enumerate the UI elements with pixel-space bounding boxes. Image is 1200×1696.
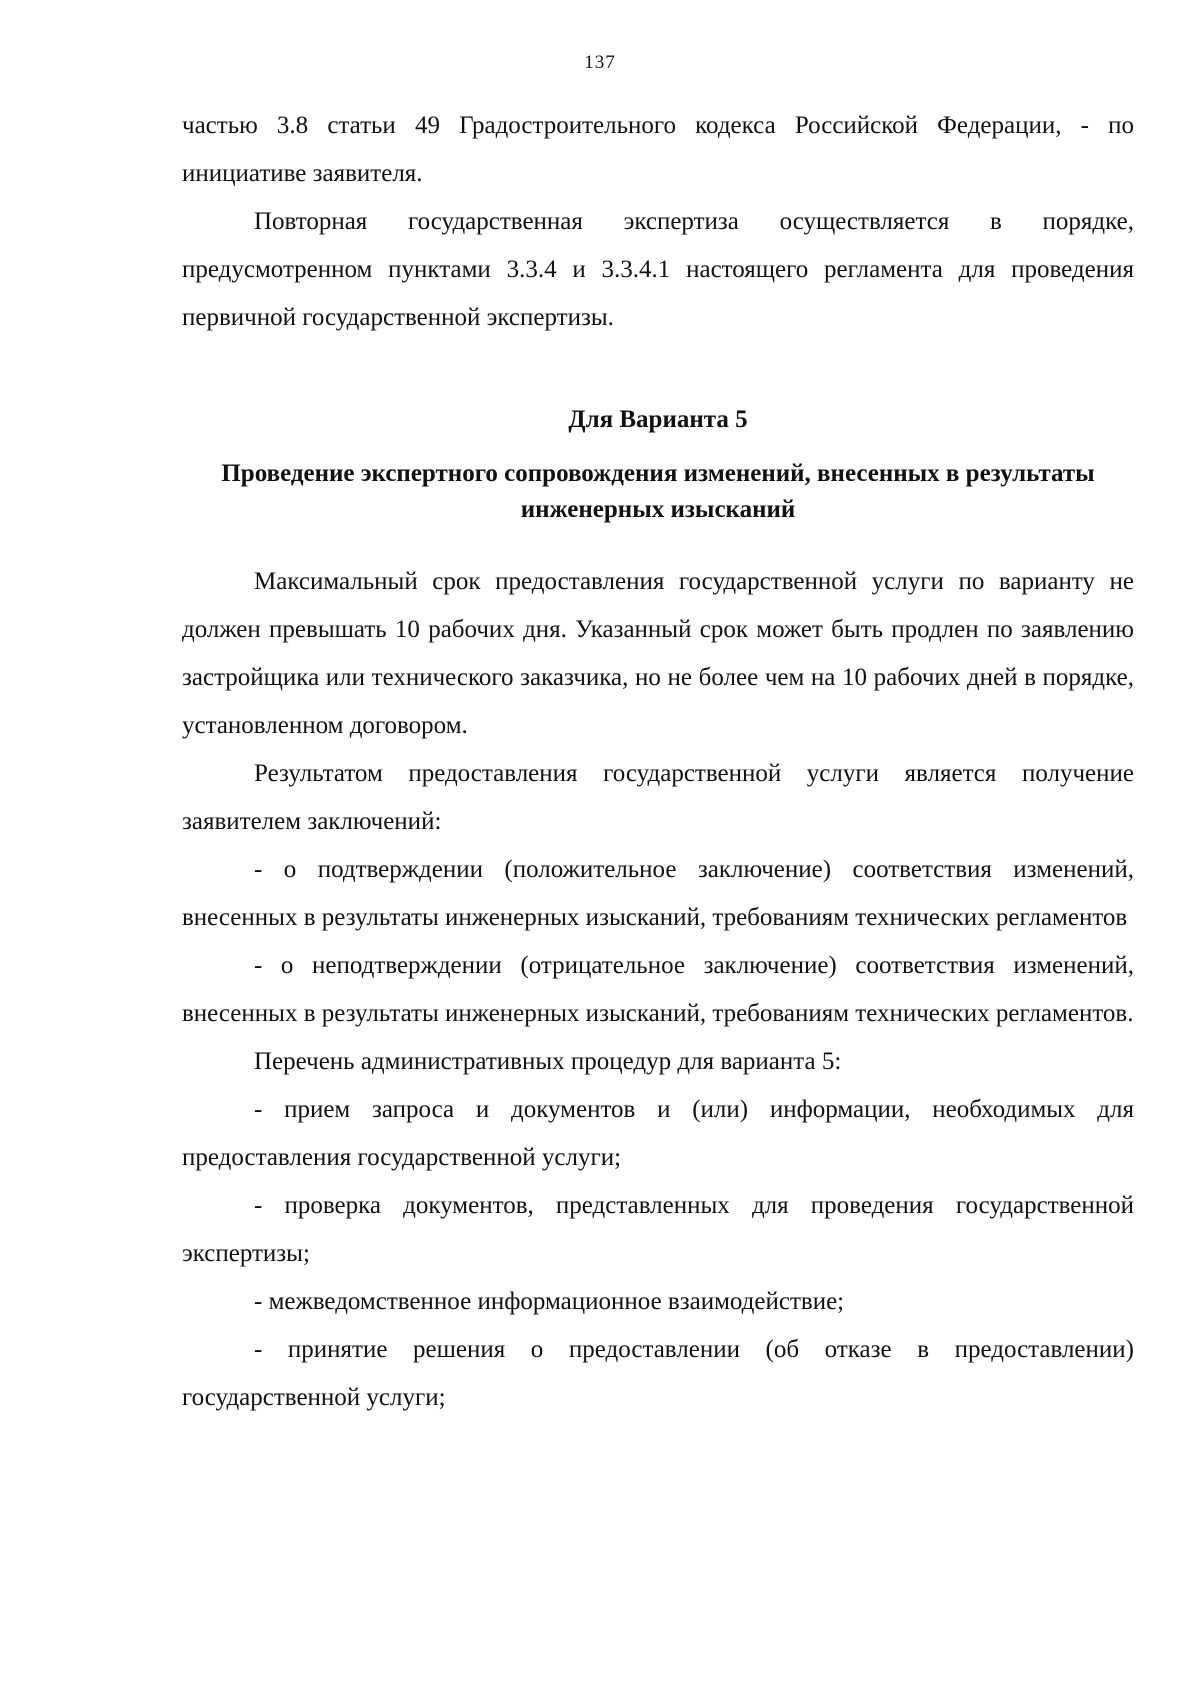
paragraph-procedures-intro: Перечень административных процедур для варианта 5:: [254, 1048, 842, 1075]
list-item-check-documents: - проверка документов, представленных для проведения государственной экспертизы;: [182, 1192, 1134, 1267]
section-variant-heading: Для Варианта 5: [568, 406, 748, 433]
list-item-interagency: - межведомственное информационное взаимодействие;: [254, 1288, 845, 1315]
paragraph-max-term: Максимальный срок предоставления государственной услуги по варианту не должен превышать 10 рабочих дня. Указанный срок может быть продлен по заявлению застройщика или технического заказчика, но не более чем на 10 рабочих дней в порядке, установленном договором.: [182, 568, 1134, 739]
paragraph-result: Результатом предоставления государственной услуги является получение заявителем заключений:: [182, 760, 1134, 835]
list-item-negative-conclusion: - о неподтверждении (отрицательное заключение) соответствия изменений, внесенных в результаты инженерных изысканий, требованиям технических регламентов.: [182, 952, 1134, 1027]
section-title: Проведение экспертного сопровождения изменений, внесенных в результаты инженерных изысканий: [221, 460, 1095, 523]
paragraph-continuation: частью 3.8 статьи 49 Градостроительного кодекса Российской Федерации, - по инициативе заявителя.: [182, 112, 1134, 187]
list-item-positive-conclusion: - о подтверждении (положительное заключение) соответствия изменений, внесенных в результаты инженерных изысканий, требованиям технических регламентов: [182, 856, 1134, 931]
page-number: 137: [584, 52, 616, 73]
document-body: [182, 102, 1134, 1422]
list-item-receive-request: - прием запроса и документов и (или) информации, необходимых для предоставления государственной услуги;: [182, 1096, 1134, 1171]
paragraph-repeat-expertise: Повторная государственная экспертиза осуществляется в порядке, предусмотренном пунктами 3.3.4 и 3.3.4.1 настоящего регламента для проведения первичной государственной экспертизы.: [182, 208, 1134, 331]
list-item-decision: - принятие решения о предоставлении (об отказе в предоставлении) государственной услуги;: [182, 1336, 1134, 1411]
